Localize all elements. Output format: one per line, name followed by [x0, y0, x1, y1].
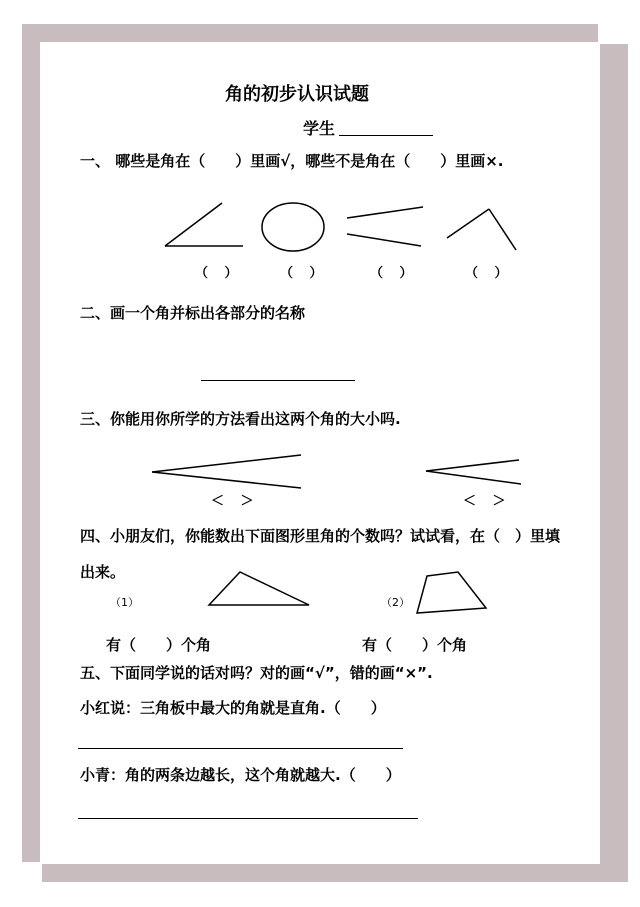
- q4-quadrilateral: [417, 572, 486, 613]
- q4-triangle: [209, 572, 309, 605]
- q3-compare-box-2[interactable]: ＜ ＞: [463, 494, 512, 509]
- q1-answer-box-4[interactable]: （ ）: [465, 266, 514, 281]
- q1-answer-box-3[interactable]: （ ）: [370, 266, 419, 281]
- q1-answer-box-2[interactable]: （ ）: [280, 266, 329, 281]
- question-1-text: 一、 哪些是角在（ ）里画√，哪些不是角在（ ）里画×.: [80, 152, 504, 170]
- question-3-text: 三、你能用你所学的方法看出这两个角的大小吗.: [80, 410, 401, 428]
- page-title: 角的初步认识试题: [225, 84, 369, 105]
- q3-compare-box-1[interactable]: ＜ ＞: [211, 494, 260, 509]
- question-4-text-line-2: 出来。: [80, 563, 126, 581]
- q4-answer-2[interactable]: 有（ ）个角: [362, 636, 468, 654]
- question-2-text: 二、画一个角并标出各部分的名称: [80, 304, 306, 322]
- q5-statement-2: 小青：角的两条边越长，这个角就越大.（ ）: [80, 766, 401, 784]
- q5-answer-line-2[interactable]: [78, 818, 418, 819]
- q5-statement-1: 小红说：三角板中最大的角就是直角.（ ）: [80, 699, 386, 717]
- question-5-text: 五、下面同学说的话对吗？对的画“√”，错的画“×”.: [80, 664, 433, 682]
- q4-figure-label-1: （1）: [110, 596, 139, 609]
- student-label: 学生: [303, 119, 336, 138]
- q4-answer-1[interactable]: 有（ ）个角: [106, 636, 212, 654]
- q4-figure-label-2: （2）: [381, 596, 410, 609]
- q1-answer-box-1[interactable]: （ ）: [195, 266, 244, 281]
- q5-answer-line-1[interactable]: [78, 748, 403, 749]
- question-4-text-line-1: 四、小朋友们，你能数出下面图形里角的个数吗？试试看，在（ ）里填: [80, 527, 561, 545]
